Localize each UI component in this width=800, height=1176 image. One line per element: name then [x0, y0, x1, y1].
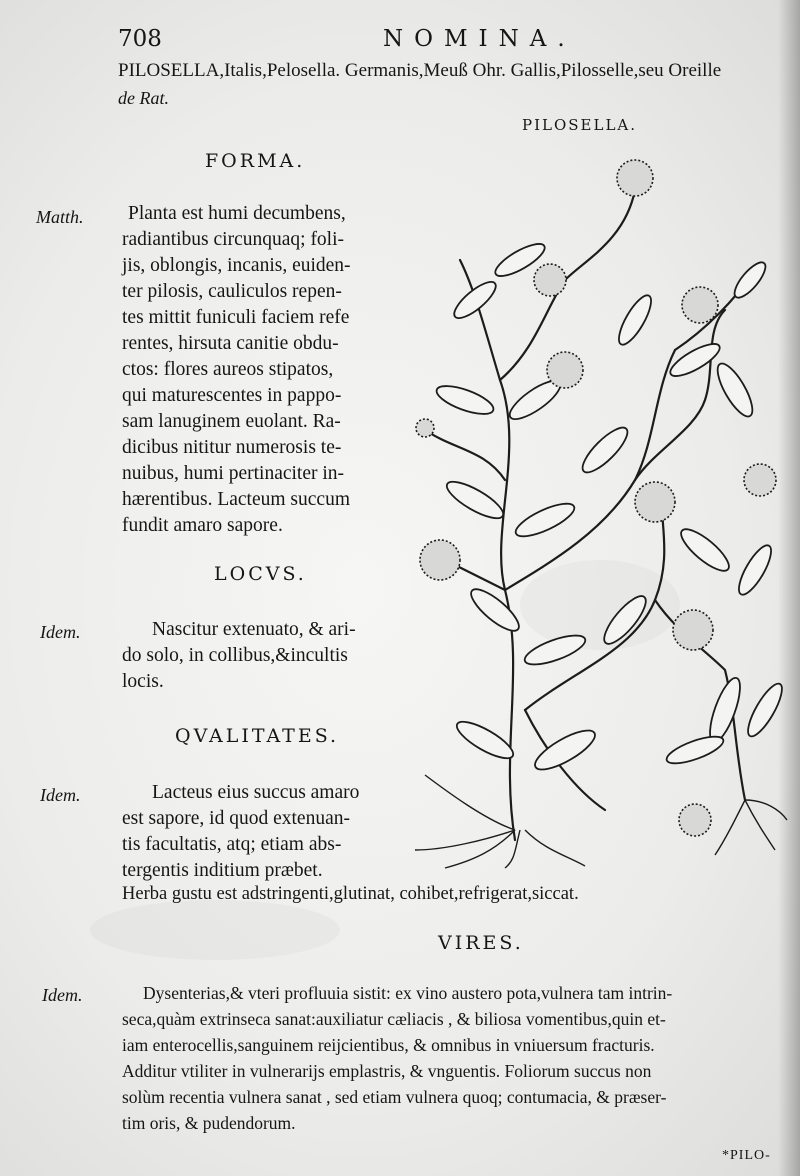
qualitates-text-line: Lacteus eius succus amaro	[152, 782, 360, 803]
vires-text-line: Additur vtiliter in vulnerarijs emplastris, & vnguentis. Foliorum succus non	[122, 1061, 652, 1081]
forma-text-line: ctos: flores aureos stipatos,	[122, 359, 334, 380]
forma-text-line: hærentibus. Lacteum succum	[122, 489, 350, 510]
vires-text-line: seca,quàm extrinseca sanat:auxiliatur cæliacis , & biliosa vomentibus,quin et-	[122, 1009, 666, 1029]
section-heading-forma: FORMA.	[205, 150, 306, 172]
forma-text-line: ter pilosis, cauliculos repen-	[122, 281, 342, 302]
vires-text-line: tim oris, & pudendorum.	[122, 1113, 296, 1133]
section-heading-qualitates: QVALITATES.	[175, 725, 340, 747]
margin-note-forma: Matth.	[36, 207, 84, 227]
forma-text-line: Planta est humi decumbens,	[128, 203, 346, 224]
forma-text-line: radiantibus circunquaq; foli-	[122, 229, 345, 250]
margin-note-qualitates: Idem.	[40, 785, 81, 805]
qualitates-text-line: Herba gustu est adstringenti,glutinat, cohibet,refrigerat,siccat.	[122, 884, 579, 904]
illustration-caption: PILOSELLA.	[522, 116, 638, 134]
forma-text-line: rentes, hirsuta canitie obdu-	[122, 333, 339, 354]
vires-text-line: iam enterocellis,sanguinem reijcientibus, & omnibus in vniuersum fracturis.	[122, 1035, 655, 1055]
running-title: NOMINA.	[383, 26, 576, 52]
margin-note-vires: Idem.	[42, 985, 83, 1005]
qualitates-text-line: est sapore, id quod extenuan-	[122, 808, 350, 829]
plant-names-line-continued: de Rat.	[118, 88, 169, 108]
forma-text-line: nuibus, humi pertinaciter in-	[122, 463, 345, 484]
plant-names-line: PILOSELLA,Italis,Pelosella. Germanis,Meuß Ohr. Gallis,Pilosselle,seu Oreille	[118, 60, 722, 81]
section-heading-vires: VIRES.	[438, 932, 524, 954]
forma-text-line: qui maturescentes in pappo-	[122, 385, 342, 406]
page-number: 708	[118, 26, 162, 52]
forma-text-line: jis, oblongis, incanis, euiden-	[122, 255, 351, 276]
vires-text-line: solùm recentia vulnera sanat , sed etiam vulnera quoq; contumacia, & præser-	[122, 1087, 667, 1107]
catchword: *PILO-	[722, 1148, 771, 1163]
qualitates-text-line: tergentis inditium præbet.	[122, 860, 323, 881]
margin-note-locus: Idem.	[40, 622, 81, 642]
forma-text-line: tes mittit funiculi faciem refe	[122, 307, 350, 328]
locus-text-line: do solo, in collibus,&incultis	[122, 645, 348, 666]
locus-text-line: Nascitur extenuato, & ari-	[152, 619, 356, 640]
section-heading-locus: LOCVS.	[214, 563, 307, 585]
forma-text-line: dicibus nititur numerosis te-	[122, 437, 342, 458]
vires-text-line: Dysenterias,& vteri profluuia sistit: ex vino austero pota,vulnera tam intrin-	[143, 983, 673, 1003]
forma-text-line: sam lanuginem euolant. Ra-	[122, 411, 341, 432]
pilosella-plant-woodcut-icon	[405, 150, 790, 870]
qualitates-text-line: tis facultatis, atq; etiam abs-	[122, 834, 342, 855]
paper-stain	[90, 900, 340, 960]
locus-text-line: locis.	[122, 671, 164, 692]
forma-text-line: fundit amaro sapore.	[122, 515, 283, 536]
